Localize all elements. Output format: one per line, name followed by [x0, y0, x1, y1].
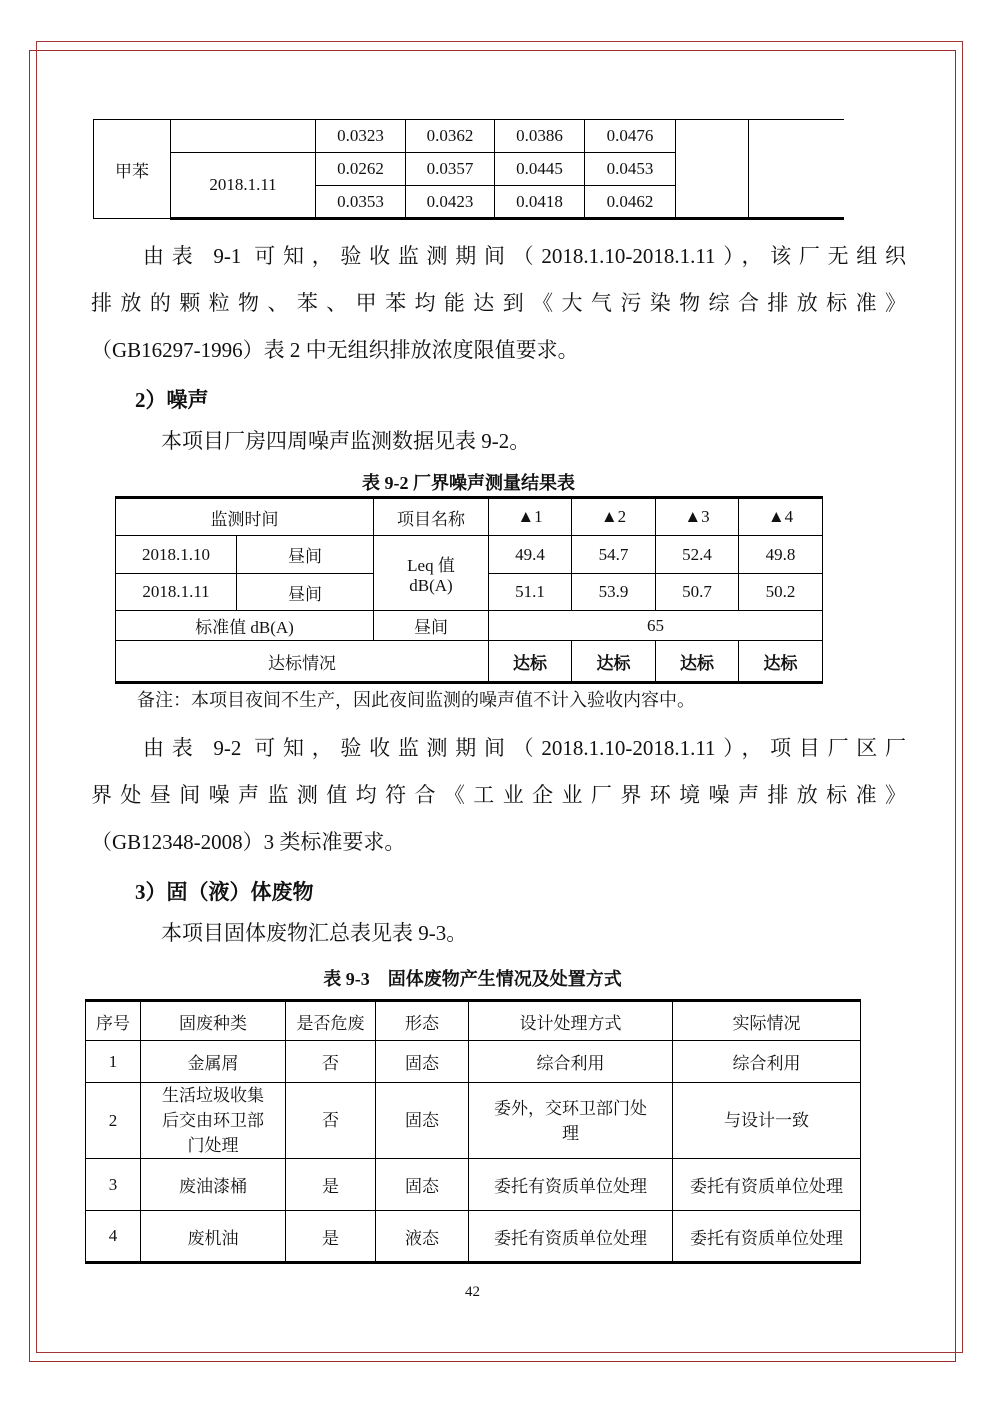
value-cell: 49.4: [489, 536, 572, 574]
value-cell: 0.0323: [316, 120, 406, 153]
header-cell: 是否危废: [286, 1001, 376, 1041]
waste-type-cell: 废机油: [141, 1211, 286, 1263]
date-cell: 2018.1.11: [171, 153, 316, 219]
table-header-row: [86, 1001, 861, 1041]
header-item-name: 项目名称: [374, 498, 489, 536]
value-cell: 53.9: [572, 574, 656, 611]
paragraph-table92-conclusion: [91, 725, 906, 866]
form-cell: 固态: [376, 1083, 469, 1159]
solid-waste-table: [85, 999, 861, 1264]
table93-caption: 表 9-3 固体废物产生情况及处置方式: [323, 969, 622, 989]
date-cell: 2018.1.10: [116, 536, 237, 574]
empty-cell: [749, 120, 844, 219]
standard-value-cell: 65: [489, 611, 823, 641]
paragraph-line: 由表 9-2 可知，验收监测期间（2018.1.10-2018.1.11），项目厂区厂: [143, 736, 906, 760]
table-row: [86, 1083, 861, 1159]
compliance-cell: 达标: [572, 641, 656, 683]
header-point-2: ▲2: [572, 498, 656, 536]
page-number: 42: [465, 1284, 480, 1300]
value-cell: 0.0353: [316, 186, 406, 219]
noise-intro-text: 本项目厂房四周噪声监测数据见表 9-2。: [161, 429, 531, 453]
section-heading-solid-waste: 3）固（液）体废物: [135, 880, 314, 904]
value-cell: 50.7: [656, 574, 739, 611]
header-monitor-time: 监测时间: [116, 498, 374, 536]
period-cell: 昼间: [237, 574, 374, 611]
noise-results-table: [115, 496, 823, 684]
value-cell: 0.0362: [406, 120, 495, 153]
table-header-row: [116, 498, 823, 536]
hazard-cell: 是: [286, 1159, 376, 1211]
toluene-continued-table: [93, 119, 844, 220]
value-cell: 49.8: [739, 536, 823, 574]
header-cell: 设计处理方式: [469, 1001, 673, 1041]
actual-cell: 委托有资质单位处理: [673, 1159, 861, 1211]
seq-cell: 2: [86, 1083, 141, 1159]
compliance-cell: 达标: [656, 641, 739, 683]
compliance-label-cell: 达标情况: [116, 641, 489, 683]
header-cell: 实际情况: [673, 1001, 861, 1041]
leq-item-cell: [374, 536, 489, 611]
table-row-compliance: [116, 641, 823, 683]
waste-type-cell: 金属屑: [141, 1041, 286, 1083]
seq-cell: 4: [86, 1211, 141, 1263]
document-page: [91, 119, 906, 1301]
table-row: [86, 1211, 861, 1263]
header-point-3: ▲3: [656, 498, 739, 536]
header-cell: 序号: [86, 1001, 141, 1041]
value-cell: 0.0357: [406, 153, 495, 186]
header-point-1: ▲1: [489, 498, 572, 536]
paragraph-line: 排放的颗粒物、苯、甲苯均能达到《大气污染物综合排放标准》: [91, 291, 906, 315]
table92-caption: 表 9-2 厂界噪声测量结果表: [362, 473, 575, 493]
design-method-cell: 委托有资质单位处理: [469, 1211, 673, 1263]
standard-label-cell: 标准值 dB(A): [116, 611, 374, 641]
value-cell: 0.0462: [585, 186, 676, 219]
actual-cell: 委托有资质单位处理: [673, 1211, 861, 1263]
hazard-cell: 否: [286, 1083, 376, 1159]
solid-waste-intro-text: 本项目固体废物汇总表见表 9-3。: [161, 921, 468, 945]
header-cell: 形态: [376, 1001, 469, 1041]
paragraph-line: 由表 9-1 可知，验收监测期间（2018.1.10-2018.1.11），该厂无组织: [143, 244, 906, 268]
paragraph-line: （GB16297-1996）表 2 中无组织排放浓度限值要求。: [91, 338, 579, 362]
empty-date-cell: [171, 120, 316, 153]
value-cell: 50.2: [739, 574, 823, 611]
hazard-cell: 是: [286, 1211, 376, 1263]
actual-cell: 与设计一致: [673, 1083, 861, 1159]
value-cell: 0.0262: [316, 153, 406, 186]
seq-cell: 1: [86, 1041, 141, 1083]
table-row: [116, 536, 823, 574]
waste-type-cell: 生活垃圾收集后交由环卫部门处理: [141, 1083, 286, 1159]
table92-note: 备注：本项目夜间不生产，因此夜间监测的噪声值不计入验收内容中。: [137, 690, 695, 710]
paragraph-table91-conclusion: [91, 233, 906, 374]
form-cell: 固态: [376, 1159, 469, 1211]
header-cell: 固废种类: [141, 1001, 286, 1041]
value-cell: 54.7: [572, 536, 656, 574]
paragraph-line: 界处昼间噪声监测值均符合《工业企业厂界环境噪声排放标准》: [91, 783, 906, 807]
table-row: [94, 120, 844, 153]
actual-cell: 综合利用: [673, 1041, 861, 1083]
value-cell: 0.0476: [585, 120, 676, 153]
compliance-cell: 达标: [739, 641, 823, 683]
standard-period-cell: 昼间: [374, 611, 489, 641]
table-row: [86, 1041, 861, 1083]
form-cell: 固态: [376, 1041, 469, 1083]
value-cell: 52.4: [656, 536, 739, 574]
value-cell: 0.0423: [406, 186, 495, 219]
form-cell: 液态: [376, 1211, 469, 1263]
table-row-standard: [116, 611, 823, 641]
leq-label-line2: dB(A): [409, 575, 453, 595]
value-cell: 0.0418: [495, 186, 585, 219]
pollutant-name-cell: 甲苯: [94, 120, 171, 219]
section-heading-noise: 2）噪声: [135, 388, 209, 412]
hazard-cell: 否: [286, 1041, 376, 1083]
design-method-cell: 委外，交环卫部门处理: [469, 1083, 673, 1159]
value-cell: 0.0386: [495, 120, 585, 153]
date-cell: 2018.1.11: [116, 574, 237, 611]
table-row: [86, 1159, 861, 1211]
value-cell: 0.0445: [495, 153, 585, 186]
value-cell: 51.1: [489, 574, 572, 611]
empty-cell: [676, 120, 749, 219]
compliance-cell: 达标: [489, 641, 572, 683]
leq-label-line1: Leq 值: [407, 555, 455, 575]
design-method-cell: 委托有资质单位处理: [469, 1159, 673, 1211]
period-cell: 昼间: [237, 536, 374, 574]
design-method-cell: 综合利用: [469, 1041, 673, 1083]
seq-cell: 3: [86, 1159, 141, 1211]
paragraph-line: （GB12348-2008）3 类标准要求。: [91, 830, 406, 854]
value-cell: 0.0453: [585, 153, 676, 186]
waste-type-cell: 废油漆桶: [141, 1159, 286, 1211]
header-point-4: ▲4: [739, 498, 823, 536]
